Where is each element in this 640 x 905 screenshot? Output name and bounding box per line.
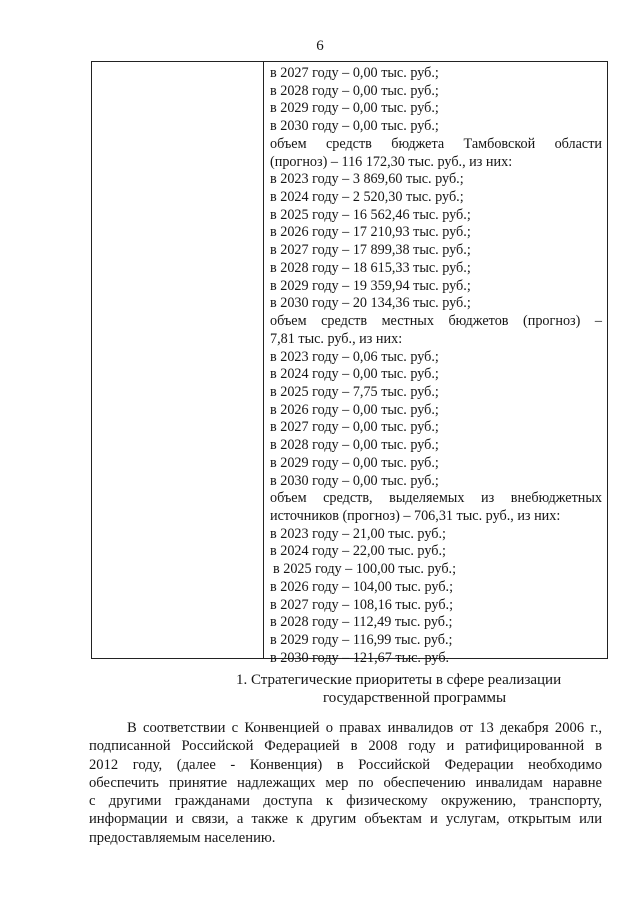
table-line: в 2025 году – 7,75 тыс. руб.; xyxy=(270,383,439,400)
table-line: в 2027 году – 17 899,38 тыс. руб.; xyxy=(270,242,471,259)
section-heading-line-2: государственной программы xyxy=(323,690,507,706)
table-line: в 2024 году – 22,00 тыс. руб.; xyxy=(270,543,446,560)
table-line: в 2023 году – 21,00 тыс. руб.; xyxy=(270,525,446,542)
table-line: в 2027 году – 0,00 тыс. руб.; xyxy=(270,419,439,436)
table-line: в 2027 году – 108,16 тыс. руб.; xyxy=(270,596,454,613)
paragraph-line: с другими гражданами доступа к физическому окружению, транспорту, xyxy=(89,793,602,810)
table-line: объем средств, выделяемых из внебюджетных xyxy=(270,490,602,507)
page-number: 6 xyxy=(316,38,324,54)
financing-table-cell xyxy=(270,65,602,667)
section-heading-line-1: 1. Стратегические приоритеты в сфере реализации xyxy=(236,672,562,688)
table-line: в 2028 году – 0,00 тыс. руб.; xyxy=(270,437,439,454)
table-line: объем средств бюджета Тамбовской области xyxy=(270,135,602,152)
table-line: в 2029 году – 0,00 тыс. руб.; xyxy=(270,454,439,471)
paragraph-line: информации и связи, а также к другим объектам и услугам, открытым или xyxy=(89,811,602,828)
table-line: в 2026 году – 17 210,93 тыс. руб.; xyxy=(270,224,471,241)
table-line: в 2026 году – 104,00 тыс. руб.; xyxy=(270,578,454,595)
table-line: в 2028 году – 112,49 тыс. руб.; xyxy=(270,614,453,631)
table-line: в 2023 году – 0,06 тыс. руб.; xyxy=(270,348,439,365)
table-line: в 2027 году – 0,00 тыс. руб.; xyxy=(270,65,439,81)
table-line: в 2024 году – 0,00 тыс. руб.; xyxy=(270,366,439,383)
paragraph-line: подписанной Российской Федерацией в 2008 году и ратифицированной в xyxy=(89,738,602,755)
paragraph-line: 2012 году, (далее - Конвенция) в Российской Федерации необходимо xyxy=(89,756,602,773)
paragraph-line: обеспечить принятие надлежащих мер по обеспечению инвалидам наравне xyxy=(89,774,602,791)
table-line: объем средств местных бюджетов (прогноз) – xyxy=(270,313,602,330)
table-line: 7,81 тыс. руб., из них: xyxy=(270,330,403,347)
table-line: в 2023 году – 3 869,60 тыс. руб.; xyxy=(270,171,464,188)
table-line: в 2025 году – 100,00 тыс. руб.; xyxy=(273,561,457,578)
table-line: в 2029 году – 116,99 тыс. руб.; xyxy=(270,632,453,648)
table-line: (прогноз) – 116 172,30 тыс. руб., из них: xyxy=(270,153,513,170)
table-line: в 2030 году – 121,67 тыс. руб. xyxy=(270,649,450,666)
table-line: в 2030 году – 0,00 тыс. руб.; xyxy=(270,118,439,135)
paragraph-line: предоставляемым населению. xyxy=(89,829,276,846)
table-line: в 2028 году – 0,00 тыс. руб.; xyxy=(270,82,439,99)
table-line: в 2029 году – 19 359,94 тыс. руб.; xyxy=(270,277,471,294)
table-line: в 2024 году – 2 520,30 тыс. руб.; xyxy=(270,189,464,206)
table-line: в 2029 году – 0,00 тыс. руб.; xyxy=(270,100,439,117)
table-line: в 2026 году – 0,00 тыс. руб.; xyxy=(270,401,439,418)
table-line: в 2030 году – 20 134,36 тыс. руб.; xyxy=(270,295,471,312)
table-line: в 2030 году – 0,00 тыс. руб.; xyxy=(270,472,439,489)
table-line: в 2028 году – 18 615,33 тыс. руб.; xyxy=(270,259,471,276)
paragraph-line: В соответствии с Конвенцией о правах инвалидов от 13 декабря 2006 г., xyxy=(127,720,602,736)
body-paragraph xyxy=(89,719,602,847)
table-line: источников (прогноз) – 706,31 тыс. руб., из них: xyxy=(270,507,561,524)
table-line: в 2025 году – 16 562,46 тыс. руб.; xyxy=(270,206,471,223)
table-column-divider xyxy=(263,62,264,658)
financing-table xyxy=(91,61,608,666)
